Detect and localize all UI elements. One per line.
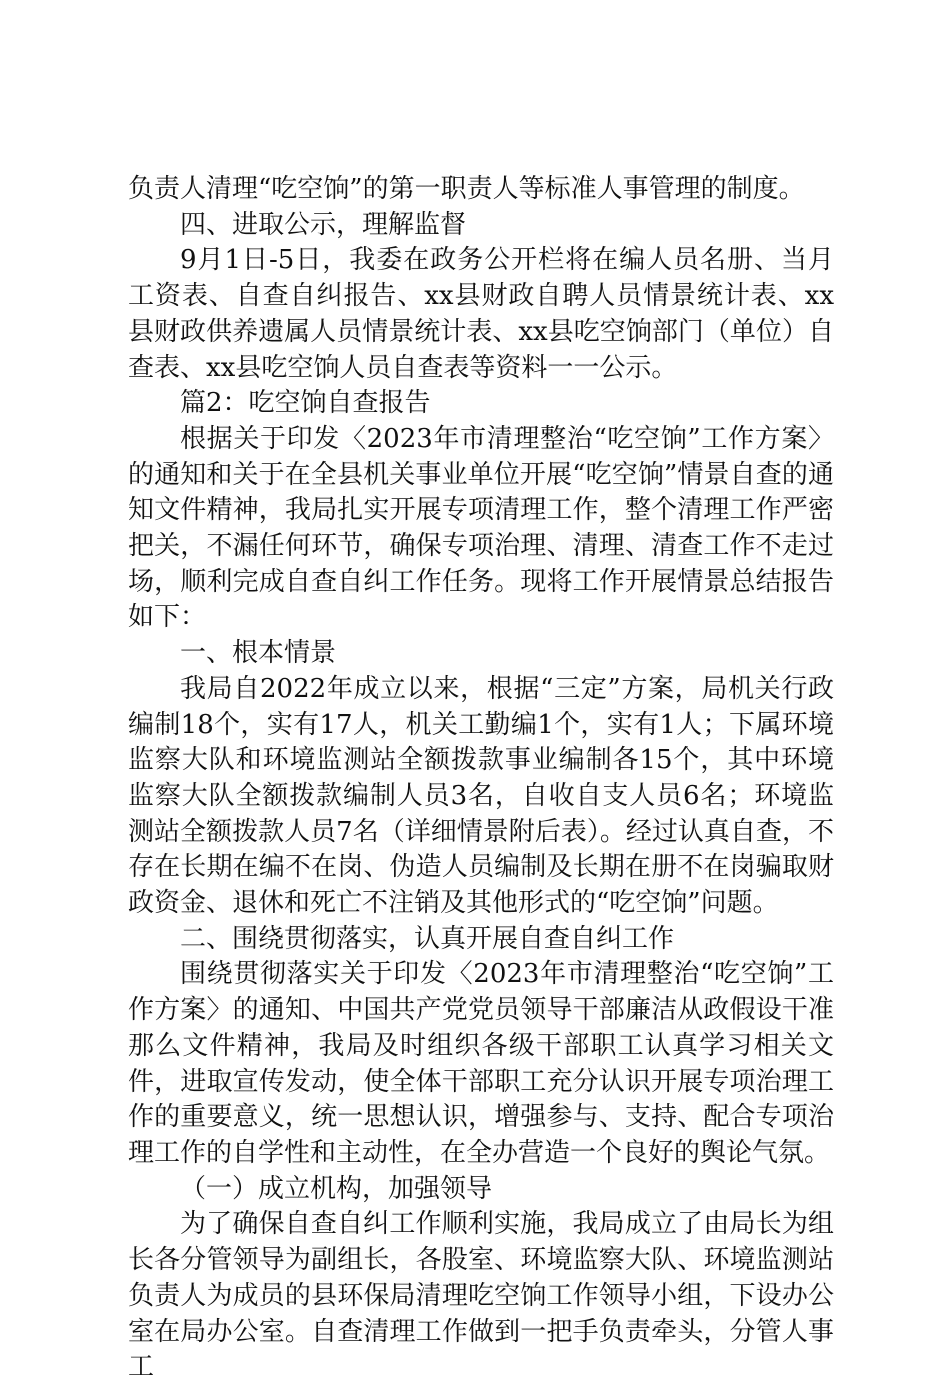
paragraph-publicity: 9月1日-5日，我委在政务公开栏将在编人员名册、当月工资表、自查自纠报告、xx县财政自聘人员情景统计表、xx县财政供养遗属人员情景统计表、xx县吃空饷部门（单位）自查表、xx县吃空饷人员自查表等资料一一公示。 bbox=[128, 245, 834, 383]
paragraph-implementation: 围绕贯彻落实关于印发〈2023年市清理整治“吃空饷”工作方案〉的通知、中国共产党党员领导干部廉洁从政假设干准那么文件精神，我局及时组织各级干部职工认真学习相关文件，进取宣传发动，使全体干部职工充分认识开展专项治理工作的重要意义，统一思想认识，增强参与、支持、配合专项治理工作的自学性和主动性，在全办营造一个良好的舆论气氛。 bbox=[128, 959, 834, 1168]
paragraph-continuation: 负责人清理“吃空饷”的第一职责人等标准人事管理的制度。 bbox=[128, 174, 805, 204]
paragraph-basic-situation: 我局自2022年成立以来，根据“三定”方案，局机关行政编制18个，实有17人，机关工勤编1个，实有1人；下属环境监察大队和环境监测站全额拨款事业编制各15个，其中环境监察大队全额拨款编制人员3名，自收自支人员6名；环境监测站全额拨款人员7名（详细情景附后表）。经过认真自查，不存在长期在编不在岗、伪造人员编制及长期在册不在岗骗取财政资金、退休和死亡不注销及其他形式的“吃空饷”问题。 bbox=[128, 673, 834, 919]
article-title-2: 篇2：吃空饷自查报告 bbox=[180, 388, 431, 419]
section-heading-2: 二、围绕贯彻落实，认真开展自查自纠工作 bbox=[180, 923, 675, 954]
section-heading-1: 一、根本情景 bbox=[180, 638, 337, 669]
paragraph-intro: 根据关于印发〈2023年市清理整治“吃空饷”工作方案〉的通知和关于在全县机关事业单位开展“吃空饷”情景自查的通知文件精神，我局扎实开展专项清理工作，整个清理工作严密把关，不漏任何环节，确保专项治理、清理、清查工作不走过场，顺利完成自查自纠工作任务。现将工作开展情景总结报告如下： bbox=[128, 423, 834, 633]
subsection-heading-1: （一）成立机构，加强领导 bbox=[180, 1173, 493, 1204]
section-heading-4: 四、进取公示，理解监督 bbox=[180, 209, 467, 240]
paragraph-organization: 为了确保自查自纠工作顺利实施，我局成立了由局长为组长各分管领导为副组长，各股室、环境监察大队、环境监测站负责人为成员的县环保局清理吃空饷工作领导小组，下设办公室在局办公室。自查清理工作做到一把手负责牵头，分管人事工 bbox=[128, 1209, 834, 1383]
document-body bbox=[128, 172, 834, 1386]
